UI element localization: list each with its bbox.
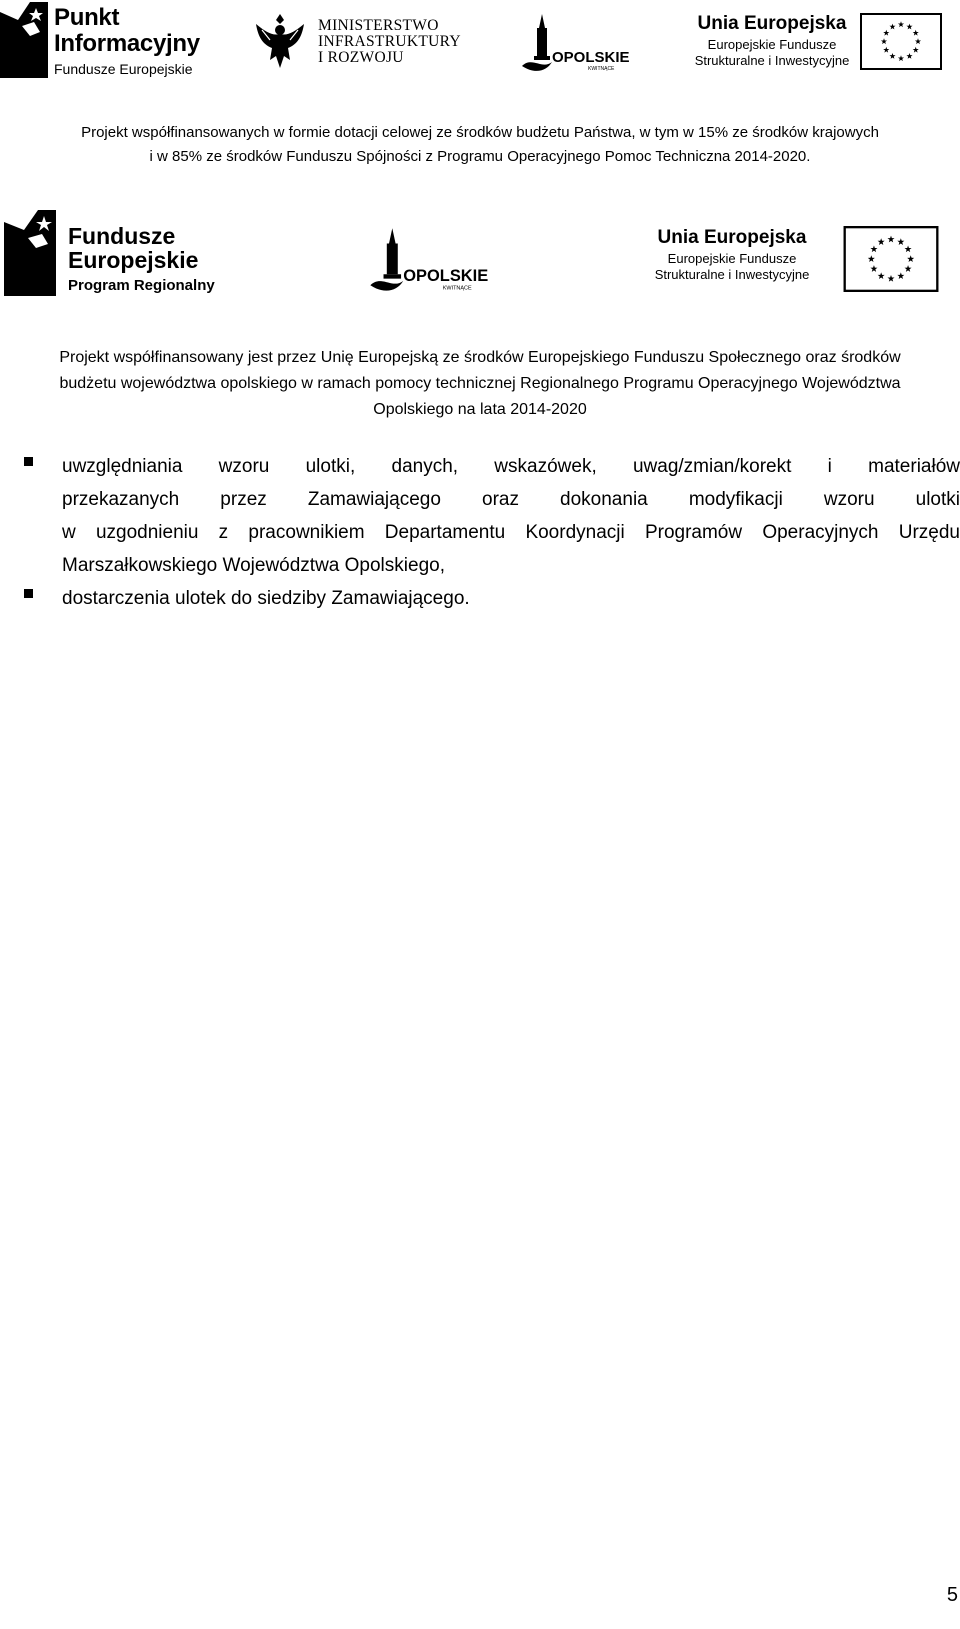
opolskie-logo-2 bbox=[368, 226, 489, 294]
eu-flag-icon-2 bbox=[843, 226, 939, 292]
unia-europejska-logo-text-2 bbox=[640, 228, 824, 281]
opolskie-name-2: OPOLSKIE bbox=[403, 266, 489, 285]
fundusze-europejskie-line2: Europejskie bbox=[68, 247, 199, 274]
square-bullet-icon bbox=[24, 457, 33, 466]
polish-eagle-emblem-icon bbox=[252, 10, 308, 72]
funding-note-1-line1: Projekt współfinansowanych w formie dotacji celowej ze środków budżetu Państwa, w tym w 15% ze środków krajowych bbox=[81, 124, 879, 141]
opolskie-name: OPOLSKIE bbox=[552, 49, 630, 66]
ministerstwo-line3: I ROZWOJU bbox=[318, 49, 404, 66]
list-item bbox=[20, 582, 960, 615]
bullet-line: przekazanych przez Zamawiającego oraz dokonania modyfikacji wzoru ulotki bbox=[62, 489, 960, 510]
page-number: 5 bbox=[946, 1584, 958, 1606]
fundusze-europejskie-logo-mark bbox=[4, 210, 56, 296]
fundusze-europejskie-line1: Fundusze bbox=[68, 223, 176, 249]
eu-flag-icon bbox=[860, 13, 942, 70]
ministerstwo-line1: MINISTERSTWO bbox=[318, 17, 439, 34]
bullet-line: Marszałkowskiego Województwa Opolskiego, bbox=[62, 555, 445, 576]
ministerstwo-logo-text bbox=[318, 18, 461, 66]
unia-europejska-logo-text bbox=[682, 14, 862, 67]
unia-europejska-line1-2: Europejskie Fundusze bbox=[667, 250, 797, 266]
unia-europejska-title: Unia Europejska bbox=[697, 13, 847, 34]
unia-europejska-line2: Strukturalne i Inwestycyjne bbox=[694, 52, 850, 68]
punkt-informacyjny-line2: Informacyjny bbox=[54, 30, 200, 57]
ministerstwo-line2: INFRASTRUKTURY bbox=[318, 33, 461, 50]
funding-note-2-line2: budżetu województwa opolskiego w ramach pomocy technicznej Regionalnego Programu Operacyjnego Województwa bbox=[59, 375, 901, 392]
bullet-list bbox=[20, 450, 960, 615]
funding-note-2-line1: Projekt współfinansowany jest przez Unię Europejską ze środków Europejskiego Funduszu Społecznego oraz środków bbox=[59, 349, 901, 366]
fundusze-europejskie-line3: Program Regionalny bbox=[68, 277, 215, 295]
funding-note-2-line3: Opolskiego na lata 2014-2020 bbox=[373, 401, 587, 418]
unia-europejska-line1: Europejskie Fundusze bbox=[707, 36, 837, 52]
opolskie-logo bbox=[520, 12, 630, 74]
square-bullet-icon bbox=[24, 589, 33, 598]
fundusze-europejskie-logo-text bbox=[68, 224, 215, 294]
opolskie-tagline: KWITNĄCE bbox=[588, 66, 615, 72]
punkt-informacyjny-logo-mark bbox=[0, 2, 48, 78]
punkt-informacyjny-line1: Punkt bbox=[54, 4, 120, 31]
punkt-informacyjny-logo-text bbox=[54, 6, 200, 76]
list-item bbox=[20, 450, 960, 582]
punkt-informacyjny-line3: Fundusze Europejskie bbox=[54, 61, 193, 77]
unia-europejska-title-2: Unia Europejska bbox=[657, 227, 807, 248]
bullet-line: dostarczenia ulotek do siedziby Zamawiającego. bbox=[62, 588, 470, 609]
bullet-line: uwzględniania wzoru ulotki, danych, wskazówek, uwag/zmian/korekt i materiałów bbox=[62, 456, 960, 477]
opolskie-tagline-2: KWITNĄCE bbox=[442, 285, 472, 292]
unia-europejska-line2-2: Strukturalne i Inwestycyjne bbox=[654, 266, 810, 282]
tower-icon bbox=[387, 228, 398, 274]
tower-icon bbox=[537, 14, 547, 56]
funding-note-1-line2: i w 85% ze środków Funduszu Spójności z Programu Operacyjnego Pomoc Techniczna 2014-2020. bbox=[149, 148, 811, 165]
funding-note-2 bbox=[0, 345, 960, 423]
bullet-line: w uzgodnieniu z pracownikiem Departamentu Koordynacji Programów Operacyjnych Urzędu bbox=[62, 522, 960, 543]
